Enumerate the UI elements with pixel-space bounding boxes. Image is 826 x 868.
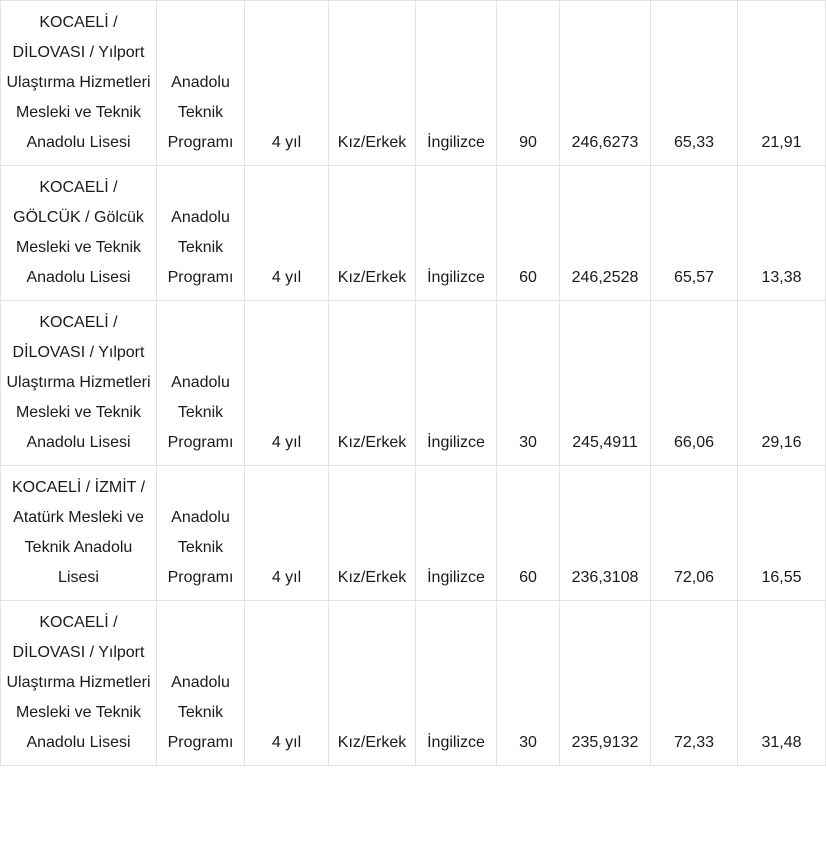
language-cell: İngilizce [416, 301, 497, 466]
duration-cell: 4 yıl [245, 466, 329, 601]
duration-cell: 4 yıl [245, 166, 329, 301]
table-row [1, 166, 826, 301]
language-cell: İngilizce [416, 1, 497, 166]
percentile-cell: 72,33 [651, 601, 738, 766]
gender-cell: Kız/Erkek [329, 466, 416, 601]
score-cell: 236,3108 [560, 466, 651, 601]
table-row [1, 1, 826, 166]
last-value-cell: 13,38 [738, 166, 826, 301]
percentile-cell: 65,57 [651, 166, 738, 301]
school-name-cell: KOCAELİ / İZMİT / Atatürk Mesleki ve Teknik Anadolu Lisesi [1, 466, 157, 601]
last-value-cell: 29,16 [738, 301, 826, 466]
school-name-cell: KOCAELİ / GÖLCÜK / Gölcük Mesleki ve Teknik Anadolu Lisesi [1, 166, 157, 301]
school-name-cell: KOCAELİ / DİLOVASI / Yılport Ulaştırma Hizmetleri Mesleki ve Teknik Anadolu Lisesi [1, 1, 157, 166]
program-cell: Anadolu Teknik Programı [157, 466, 245, 601]
percentile-cell: 65,33 [651, 1, 738, 166]
quota-cell: 90 [497, 1, 560, 166]
duration-cell: 4 yıl [245, 1, 329, 166]
gender-cell: Kız/Erkek [329, 601, 416, 766]
quota-cell: 30 [497, 301, 560, 466]
percentile-cell: 66,06 [651, 301, 738, 466]
program-cell: Anadolu Teknik Programı [157, 601, 245, 766]
quota-cell: 60 [497, 466, 560, 601]
score-cell: 246,2528 [560, 166, 651, 301]
last-value-cell: 16,55 [738, 466, 826, 601]
duration-cell: 4 yıl [245, 601, 329, 766]
school-name-cell: KOCAELİ / DİLOVASI / Yılport Ulaştırma Hizmetleri Mesleki ve Teknik Anadolu Lisesi [1, 301, 157, 466]
table-row [1, 601, 826, 766]
percentile-cell: 72,06 [651, 466, 738, 601]
table-row [1, 301, 826, 466]
table-row [1, 466, 826, 601]
gender-cell: Kız/Erkek [329, 166, 416, 301]
score-cell: 246,6273 [560, 1, 651, 166]
score-cell: 245,4911 [560, 301, 651, 466]
score-cell: 235,9132 [560, 601, 651, 766]
gender-cell: Kız/Erkek [329, 301, 416, 466]
language-cell: İngilizce [416, 166, 497, 301]
language-cell: İngilizce [416, 466, 497, 601]
last-value-cell: 21,91 [738, 1, 826, 166]
school-name-cell: KOCAELİ / DİLOVASI / Yılport Ulaştırma Hizmetleri Mesleki ve Teknik Anadolu Lisesi [1, 601, 157, 766]
quota-cell: 30 [497, 601, 560, 766]
gender-cell: Kız/Erkek [329, 1, 416, 166]
last-value-cell: 31,48 [738, 601, 826, 766]
duration-cell: 4 yıl [245, 301, 329, 466]
program-cell: Anadolu Teknik Programı [157, 1, 245, 166]
quota-cell: 60 [497, 166, 560, 301]
language-cell: İngilizce [416, 601, 497, 766]
program-cell: Anadolu Teknik Programı [157, 301, 245, 466]
program-cell: Anadolu Teknik Programı [157, 166, 245, 301]
